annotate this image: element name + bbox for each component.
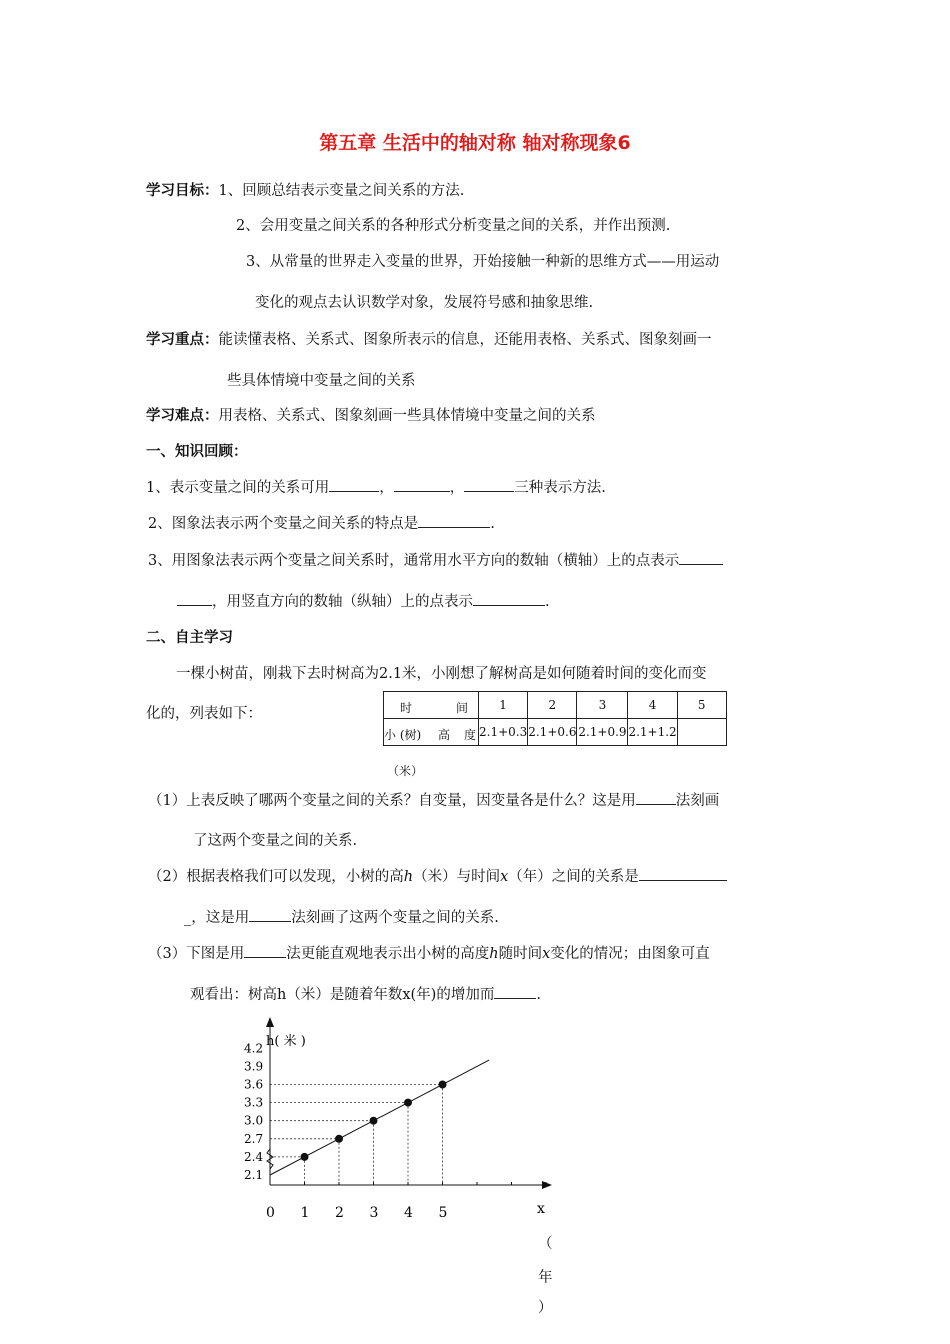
y-tick-label: 4.2 — [244, 1041, 264, 1056]
difficulty-line — [146, 404, 596, 425]
keypoints-line-1 — [146, 328, 712, 349]
question-1 — [148, 789, 719, 810]
data-point — [301, 1153, 309, 1161]
table-cell: 2.1+0.6 — [528, 719, 577, 746]
answer-blank[interactable] — [329, 478, 379, 492]
table-row — [384, 719, 727, 746]
x-axis-arrow — [542, 1181, 552, 1189]
p2-text-a: （2）根据表格我们可以发现，小树的高 — [148, 869, 404, 885]
q1-text-a: 1、表示变量之间的关系可用 — [146, 480, 330, 496]
table-row — [384, 692, 727, 719]
var-h: h — [489, 946, 499, 962]
answer-blank[interactable] — [473, 592, 545, 606]
q3-text-a: 3、用图象法表示两个变量之间关系时，通常用水平方向的数轴（横轴）上的点表示 — [148, 553, 680, 569]
p3-text-b: 法更能直观地表示出小树的高度 — [286, 946, 490, 962]
var-x: x — [542, 946, 551, 962]
y-axis-label: h( 米 ) — [266, 1034, 306, 1049]
q1-text-b: ， — [379, 480, 394, 496]
data-point — [404, 1099, 412, 1107]
y-ticks — [244, 1041, 263, 1182]
table-cell — [677, 719, 726, 746]
y-tick-label: 3.3 — [244, 1095, 264, 1110]
p2-text-d: _，这是用 — [184, 910, 250, 926]
q2-text-a: 2、图象法表示两个变量之间关系的特点是 — [148, 516, 419, 532]
q1-text-c: ， — [449, 480, 465, 496]
table-cell: 4 — [628, 692, 677, 719]
q1-text-d: 三种表示方法. — [514, 480, 606, 496]
difficulty-text: 用表格、关系式、图象刻画一些具体情境中变量之间的关系 — [218, 408, 596, 424]
data-point — [335, 1135, 343, 1143]
keypoints-text-1: 能读懂表格、关系式、图象所表示的信息，还能用表格、关系式、图象刻画一 — [218, 332, 712, 348]
x-ticks — [266, 1182, 546, 1221]
height-label-b: 高 — [438, 728, 451, 742]
answer-blank[interactable] — [394, 478, 450, 492]
q2-text-b: . — [490, 516, 495, 532]
x-tick-label: 1 — [300, 1205, 310, 1221]
recall-question-3-cont — [177, 590, 550, 611]
x-axis-label: x — [537, 1201, 545, 1217]
objective-3b: 变化的观点去认识数学对象，发展符号感和抽象思维. — [255, 295, 594, 311]
table-cell: 5 — [677, 692, 726, 719]
section2-heading: 二、自主学习 — [146, 630, 233, 646]
x-tick-label: 5 — [438, 1205, 448, 1221]
objective-2: 2、会用变量之间关系的各种形式分析变量之间的关系，并作出预测. — [236, 218, 671, 234]
time-label-b: 间 — [456, 701, 469, 715]
question-2-cont — [184, 906, 499, 927]
table-cell: 2.1+0.3 — [479, 719, 528, 746]
section1-heading: 一、知识回顾： — [146, 444, 248, 460]
x-tick-label: 0 — [266, 1205, 275, 1221]
table-header-time — [384, 692, 479, 719]
x-tick-label: 2 — [335, 1205, 344, 1221]
var-x: x — [500, 869, 509, 885]
recall-question-2 — [148, 512, 495, 533]
x-tick-label: 4 — [404, 1205, 413, 1221]
table-unit: （米） — [387, 764, 424, 778]
intro-line-2: 化的，列表如下： — [146, 706, 262, 722]
objectives-line-1 — [146, 179, 464, 200]
x-unit-open: （ — [538, 1236, 553, 1252]
table-cell: 2.1+0.9 — [577, 719, 628, 746]
answer-blank[interactable] — [464, 478, 514, 492]
x-unit-close: ） — [538, 1300, 553, 1316]
x-tick-label: 3 — [369, 1205, 379, 1221]
y-tick-label: 2.1 — [244, 1168, 264, 1182]
table-cell: 2 — [528, 692, 577, 719]
y-tick-label: 3.0 — [244, 1113, 264, 1128]
x-unit: 年 — [538, 1270, 553, 1286]
p2-text-e: 法刻画了这两个变量之间的关系. — [291, 910, 499, 926]
table-header-height — [384, 719, 479, 746]
intro-line-1: 一棵小树苗，刚栽下去时树高为2.1米，小刚想了解树高是如何随着时间的变化而变 — [176, 666, 707, 682]
y-tick-label: 3.9 — [244, 1059, 264, 1074]
answer-blank[interactable] — [177, 592, 212, 606]
y-tick-label: 2.4 — [244, 1149, 264, 1164]
objective-3a: 3、从常量的世界走入变量的世界，开始接触一种新的思维方式——用运动 — [246, 254, 720, 270]
y-tick-label: 3.6 — [244, 1077, 264, 1092]
tree-height-table — [383, 691, 727, 746]
question-2 — [148, 865, 727, 886]
p3-text-e: 观看出：树高h（米）是随着年数x(年)的增加而 — [190, 987, 495, 1003]
question-3 — [148, 942, 710, 963]
data-point — [439, 1081, 447, 1089]
keypoints-text-2: 些具体情境中变量之间的关系 — [227, 373, 416, 389]
data-point — [370, 1117, 378, 1125]
height-time-graph — [230, 1015, 570, 1315]
height-label-c: 度 — [464, 728, 477, 742]
answer-blank[interactable] — [249, 908, 291, 922]
question-1-cont: 了这两个变量之间的关系. — [193, 833, 358, 849]
height-label-a: 小 (树) — [384, 728, 422, 742]
p1-text-a: （1）上表反映了哪两个变量之间的关系？自变量，因变量各是什么？这是用 — [148, 793, 636, 809]
table-cell: 2.1+1.2 — [628, 719, 677, 746]
time-label-a: 时 — [400, 701, 413, 715]
table-cell: 3 — [577, 692, 628, 719]
guide-lines — [270, 1085, 443, 1186]
keypoints-label: 学习重点： — [146, 332, 219, 348]
p2-text-b: （米）与时间 — [413, 869, 501, 885]
objective-1: 1、回顾总结表示变量之间关系的方法. — [218, 183, 465, 199]
recall-question-3 — [148, 549, 723, 570]
difficulty-label: 学习难点： — [146, 408, 219, 424]
answer-blank[interactable] — [639, 867, 727, 881]
table-cell: 1 — [479, 692, 528, 719]
q3-text-c: . — [545, 594, 550, 610]
p2-text-c: （年）之间的关系是 — [508, 869, 639, 885]
recall-question-1 — [146, 476, 606, 497]
answer-blank[interactable] — [244, 944, 286, 958]
answer-blank[interactable] — [679, 551, 723, 565]
p3-text-a: （3）下图是用 — [148, 946, 245, 962]
answer-blank[interactable] — [494, 985, 536, 999]
objectives-label: 学习目标： — [146, 183, 219, 199]
var-h: h — [403, 869, 414, 885]
answer-blank[interactable] — [636, 791, 676, 805]
p3-text-f: . — [536, 987, 541, 1003]
p3-text-d: 变化的情况；由图象可直 — [550, 946, 710, 962]
page-title: 第五章 生活中的轴对称 轴对称现象6 — [319, 132, 631, 154]
q3-text-b: ，用竖直方向的数轴（纵轴）上的点表示 — [212, 594, 473, 610]
y-tick-label: 2.7 — [244, 1131, 264, 1146]
question-3-cont — [190, 983, 541, 1004]
p3-text-c: 随时间 — [498, 946, 543, 962]
p1-text-b: 法刻画 — [675, 793, 720, 809]
y-axis-arrow — [266, 1017, 274, 1027]
answer-blank[interactable] — [418, 514, 490, 528]
